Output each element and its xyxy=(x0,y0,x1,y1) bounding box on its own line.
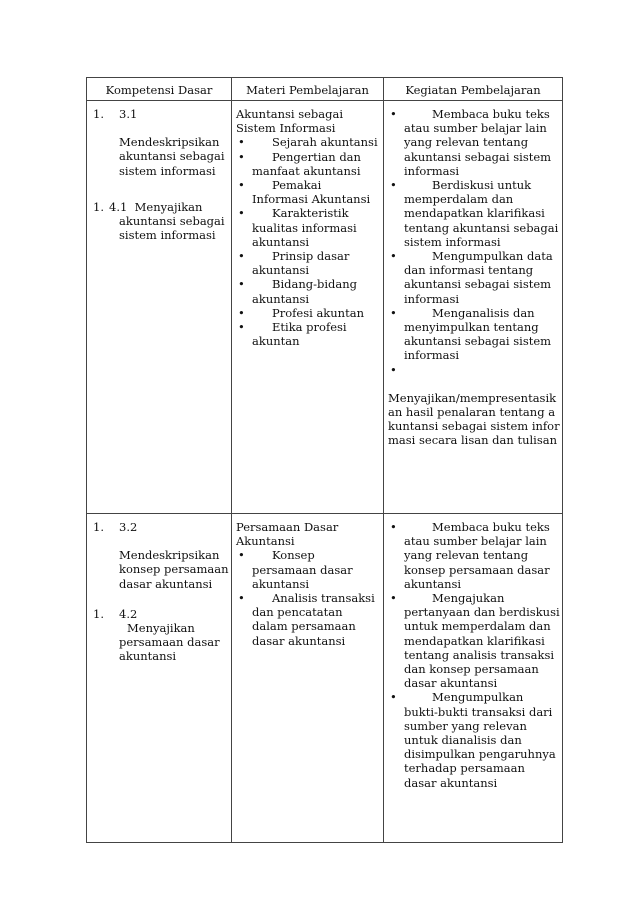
bullet-icon: • xyxy=(390,305,397,320)
kd-text: Mendeskripsikan konsep persamaan dasar akuntansi xyxy=(119,548,229,591)
header-kompetensi-dasar: Kompetensi Dasar xyxy=(87,78,232,101)
materi-item: • Profesi akuntan xyxy=(238,305,364,320)
materi-item: • Etika profesi akuntan xyxy=(238,320,347,349)
bullet-icon: • xyxy=(238,548,245,563)
kd-item: 1. 3.2 Mendeskripsikan konsep persamaan dasar akuntansi xyxy=(93,520,229,591)
bullet-icon: • xyxy=(238,591,245,606)
materi-item: • Konsep persamaan dasar akuntansi xyxy=(238,548,353,591)
materi-cell xyxy=(232,101,384,514)
table-row xyxy=(87,101,563,514)
materi-item: • Prinsip dasar akuntansi xyxy=(238,249,350,278)
materi-item: • Analisis transaksi dan pencatatan dalam persamaan dasar akuntansi xyxy=(238,591,375,648)
kegiatan-item: • Mengumpulkan data dan informasi tentang akuntansi sebagai sistem informasi xyxy=(390,249,553,306)
kd-code: 4.2 xyxy=(119,606,138,621)
bullet-icon: • xyxy=(238,135,245,150)
kegiatan-item: • Menganalisis dan menyimpulkan tentang akuntansi sebagai sistem informasi xyxy=(390,305,552,363)
kegiatan-item: • Berdiskusi untuk memperdalam dan mendapatkan klarifikasi tentang akuntansi sebagai sistem informasi xyxy=(390,178,559,249)
bullet-icon: • xyxy=(390,362,397,377)
materi-item: • Pengertian dan manfaat akuntansi xyxy=(238,149,361,178)
kd-cell xyxy=(87,514,232,843)
kd-item: 1. 3.1 Mendeskripsikan akuntansi sebagai sistem informasi xyxy=(91,107,227,178)
bullet-icon: • xyxy=(390,591,397,606)
kd-cell xyxy=(87,101,232,514)
bullet-icon: • xyxy=(238,249,245,264)
kd-text-first: Menyajikan xyxy=(134,199,203,214)
kd-text: Mendeskripsikan akuntansi sebagai sistem informasi xyxy=(119,135,225,178)
kegiatan-item: • Membaca buku teks atau sumber belajar lain yang relevan tentang konsep persamaan dasar akuntansi xyxy=(390,520,550,591)
bullet-icon: • xyxy=(238,206,245,221)
bullet-icon: • xyxy=(238,149,245,164)
bullet-icon: • xyxy=(390,178,397,193)
kegiatan-cell xyxy=(384,514,563,843)
bullet-icon: • xyxy=(238,305,245,320)
learning-plan-table xyxy=(86,77,563,843)
materi-item: • Bidang-bidang akuntansi xyxy=(238,277,358,306)
kegiatan-item: • Mengajukan pertanyaan dan berdiskusi untuk memperdalam dan mendapatkan klarifikasi tentang analisis transaksi dan konsep persamaan dasar akuntansi xyxy=(390,591,560,691)
kd-item: 1. 4.1 Menyajikan akuntansi sebagai sistem informasi xyxy=(91,200,227,243)
kd-item: 1. 4.2 Menyajikan persamaan dasar akuntansi xyxy=(91,607,227,664)
kd-text: akuntansi sebagai sistem informasi xyxy=(119,214,225,243)
table-row xyxy=(87,514,563,843)
materi-item: • Pemakai Informasi Akuntansi xyxy=(238,178,371,207)
bullet-icon: • xyxy=(390,249,397,264)
kegiatan-item: • Mengumpulkan bukti-bukti transaksi dari sumber yang relevan untuk dianalisis dan disimpulkan pengaruhnya terhadap persamaan dasar akuntansi xyxy=(390,690,556,790)
kegiatan-item: • Membaca buku teks atau sumber belajar lain yang relevan tentang akuntansi sebagai sistem informasi xyxy=(390,107,552,178)
bullet-icon: • xyxy=(238,178,245,193)
materi-item: • Sejarah akuntansi xyxy=(238,135,378,150)
bullet-icon: • xyxy=(238,277,245,292)
kegiatan-cell xyxy=(384,101,563,514)
bullet-icon: • xyxy=(390,107,397,121)
kd-code: 4.1 xyxy=(109,199,128,214)
kd-code: 3.1 xyxy=(119,107,138,121)
kd-code: 3.2 xyxy=(119,520,138,534)
materi-cell xyxy=(232,514,384,843)
kd-text: Menyajikan persamaan dasar akuntansi xyxy=(119,621,220,664)
kegiatan-item: • Menyajikan/mempresentasikan hasil penalaran tentang akuntansi sebagai sistem informasi secara lisan dan tulisan xyxy=(388,362,560,448)
bullet-icon: • xyxy=(390,690,397,705)
bullet-icon: • xyxy=(390,520,397,534)
header-materi: Materi Pembelajaran xyxy=(232,78,384,101)
materi-title: Akuntansi sebagai Sistem Informasi xyxy=(236,107,344,136)
header-row xyxy=(87,78,563,101)
materi-title: Persamaan Dasar Akuntansi xyxy=(236,520,339,549)
materi-item: • Karakteristik kualitas informasi akuntansi xyxy=(238,206,357,249)
header-kegiatan: Kegiatan Pembelajaran xyxy=(384,78,563,101)
bullet-icon: • xyxy=(238,320,245,335)
